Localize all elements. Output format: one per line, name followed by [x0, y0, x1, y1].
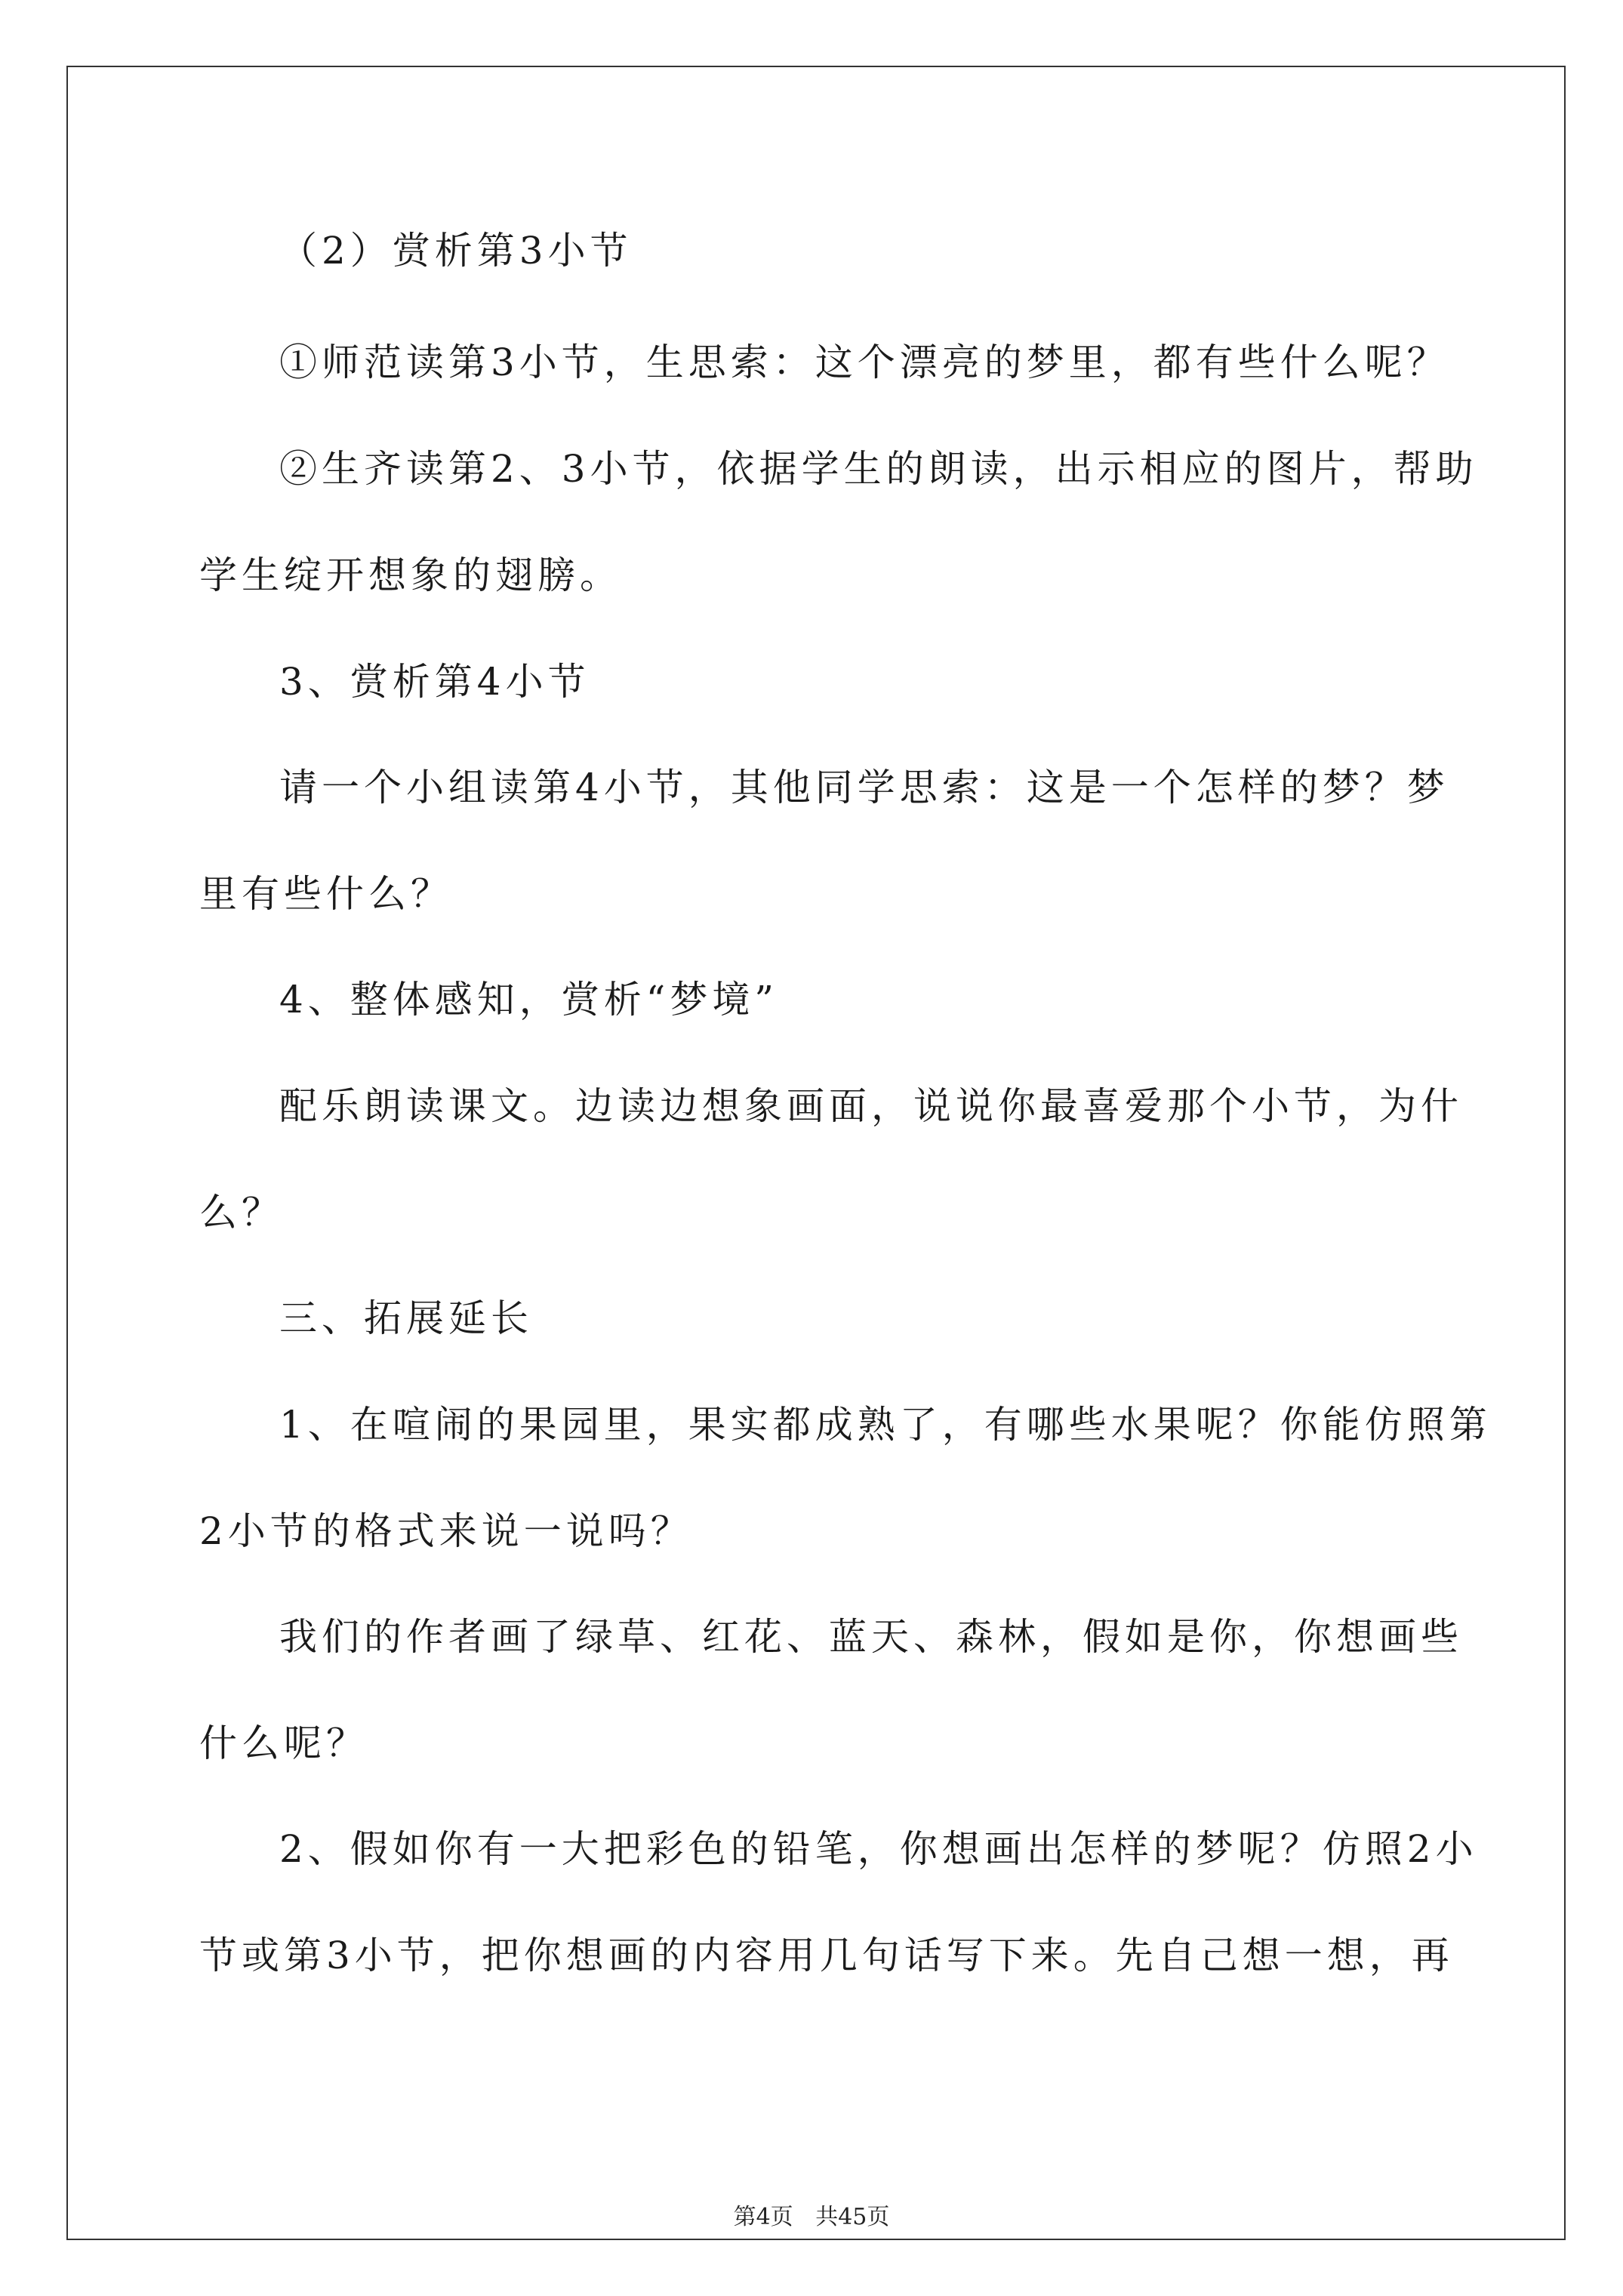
page-footer: [0, 2205, 1623, 2230]
paragraph: ①师范读第3小节，生思索：这个漂亮的梦里，都有些什么呢？: [279, 341, 1449, 384]
paragraph: 配乐朗读课文。边读边想象画面，说说你最喜爱那个小节，为什: [279, 1084, 1463, 1128]
paragraph: ②生齐读第2、3小节，依据学生的朗读，出示相应的图片，帮助: [279, 447, 1478, 491]
page-total: 共45页: [815, 2204, 890, 2230]
paragraph: 节或第3小节，把你想画的内容用几句话写下来。先自己想一想，再: [199, 1934, 1454, 1977]
paragraph: 1、在喧闹的果园里，果实都成熟了，有哪些水果呢？你能仿照第: [279, 1403, 1492, 1447]
page-number: 第4页: [733, 2204, 793, 2230]
paragraph: 三、拓展延长: [279, 1296, 533, 1340]
paragraph: （2）赏析第3小节: [279, 229, 633, 273]
paragraph: 里有些什么？: [199, 872, 453, 916]
paragraph: 我们的作者画了绿草、红花、蓝天、森林，假如是你，你想画些: [279, 1615, 1463, 1659]
paragraph: 3、赏析第4小节: [279, 660, 590, 704]
paragraph: 请一个小组读第4小节，其他同学思索：这是一个怎样的梦？梦: [279, 766, 1449, 809]
paragraph: 4、整体感知，赏析“梦境”: [279, 978, 778, 1022]
paragraph: 学生绽开想象的翅膀。: [199, 553, 622, 597]
paragraph: 么？: [199, 1191, 284, 1234]
page-border: [66, 66, 1566, 2240]
paragraph: 2、假如你有一大把彩色的铅笔，你想画出怎样的梦呢？仿照2小: [279, 1827, 1478, 1871]
paragraph: 2小节的格式来说一说吗？: [199, 1509, 693, 1553]
paragraph: 什么呢？: [199, 1721, 368, 1765]
